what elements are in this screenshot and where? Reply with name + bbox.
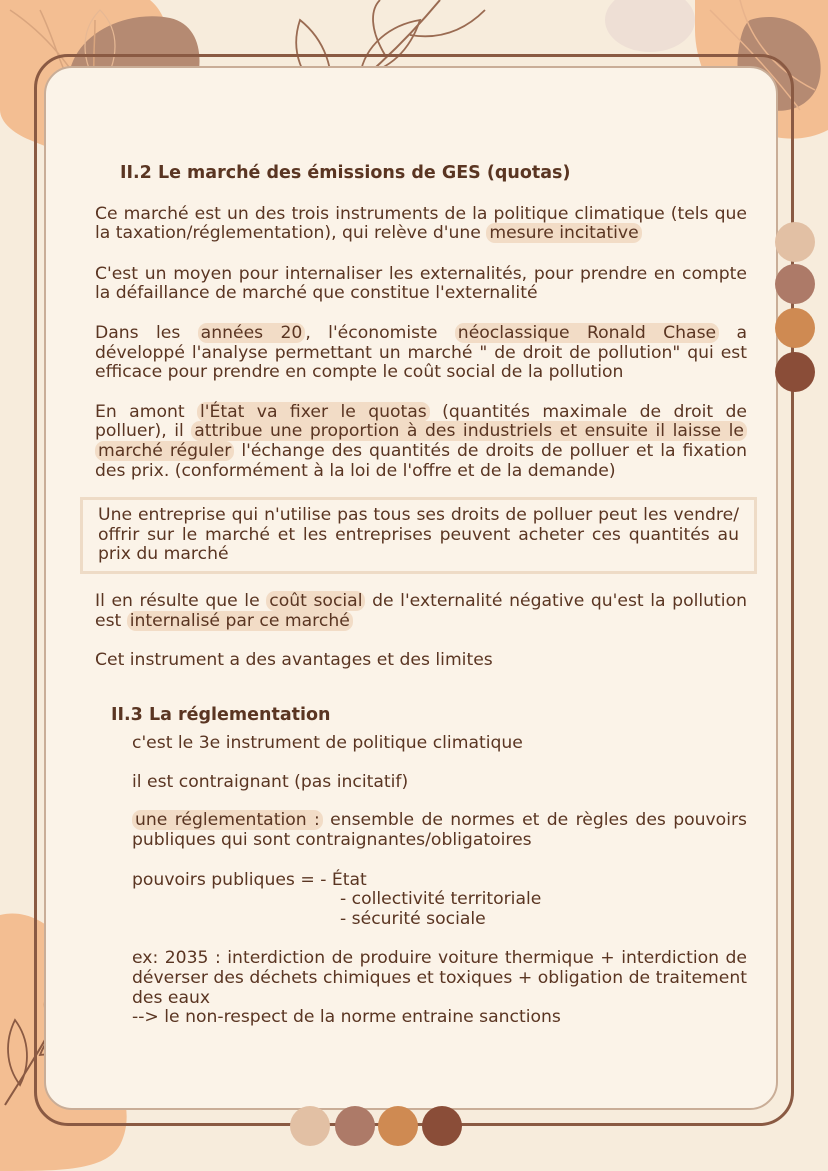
section-title-2-2: II.2 Le marché des émissions de GES (quotas) [120, 163, 571, 183]
paragraph-text: , l'économiste [305, 322, 455, 343]
palette-dot [422, 1106, 462, 1146]
palette-dot [378, 1106, 418, 1146]
page-content [95, 164, 747, 1028]
highlight: internalisé par ce marché [127, 611, 353, 631]
highlight: attribue une proportion à des industriels et ensuite il laisse le marché réguler [95, 421, 747, 461]
paragraph [95, 592, 747, 631]
palette-dot [775, 264, 815, 304]
paragraph: C'est un moyen pour internaliser les externalités, pour prendre en compte la défaillance de marché que constitue l'externalité [95, 263, 747, 304]
paragraph [95, 205, 747, 244]
paragraph-text: a développé l'analyse permettant un marché " de droit de pollution" qui est efficace pour prendre en compte le coût social de la pollution [95, 322, 748, 383]
palette-dot [775, 308, 815, 348]
paragraph-text: l'échange des quantités de droits de polluer et la fixation des prix. (conformément à la loi de l'offre et de la demande) [95, 440, 747, 481]
palette-dot [775, 222, 815, 262]
paragraph-text: (quantités maximale de droit de polluer), il [95, 401, 748, 442]
section-title-2-3: II.3 La réglementation [111, 704, 331, 725]
palette-dot [775, 352, 815, 392]
pouvoirs-label: pouvoirs publiques = [132, 869, 321, 890]
highlight: années 20 [198, 323, 306, 343]
palette-dot [290, 1106, 330, 1146]
paragraph [95, 324, 747, 383]
paragraph [132, 811, 747, 850]
paragraph-text: Dans les [95, 322, 198, 343]
paragraph: ex: 2035 : interdiction de produire voiture thermique + interdiction de déverser des déchets chimiques et toxiques + obligation de traitement des eaux [132, 948, 747, 1008]
highlight: néoclassique Ronald Chase [455, 323, 719, 343]
list-item: - État [320, 869, 367, 890]
palette-dot [335, 1106, 375, 1146]
paragraph: c'est le 3e instrument de politique climatique [132, 733, 523, 754]
paragraph: il est contraignant (pas incitatif) [132, 771, 409, 792]
paragraph-text: Il en résulte que le [95, 590, 267, 611]
paragraph: --> le non-respect de la norme entraine sanctions [132, 1007, 561, 1028]
highlight: une réglementation : [132, 810, 323, 830]
paragraph-text: Ce marché est un des trois instruments de la politique climatique (tels que la taxation/réglementation), qui relève d'une [95, 203, 747, 244]
pouvoirs-list [132, 871, 747, 930]
paragraph: Une entreprise qui n'utilise pas tous ses droits de polluer peut les vendre/ offrir sur le marché et les entreprises peuvent acheter ces quantités au prix du marché [98, 505, 739, 565]
list-item: - collectivité territoriale [340, 889, 542, 910]
highlight: coût social [266, 591, 365, 611]
paragraph: Cet instrument a des avantages et des limites [95, 650, 493, 671]
highlight: mesure incitative [486, 223, 641, 243]
paragraph-text: En amont [95, 401, 198, 422]
paragraph-text: de l'externalité négative qu'est la pollution est [95, 590, 747, 631]
paragraph-text: ensemble de normes et de règles des pouvoirs publiques qui sont contraignantes/obligatoires [132, 810, 747, 851]
boxed-paragraph [80, 497, 757, 574]
list-item: - sécurité sociale [340, 908, 486, 929]
highlight: l'État va fixer le quotas [197, 402, 430, 422]
paragraph [95, 403, 747, 481]
